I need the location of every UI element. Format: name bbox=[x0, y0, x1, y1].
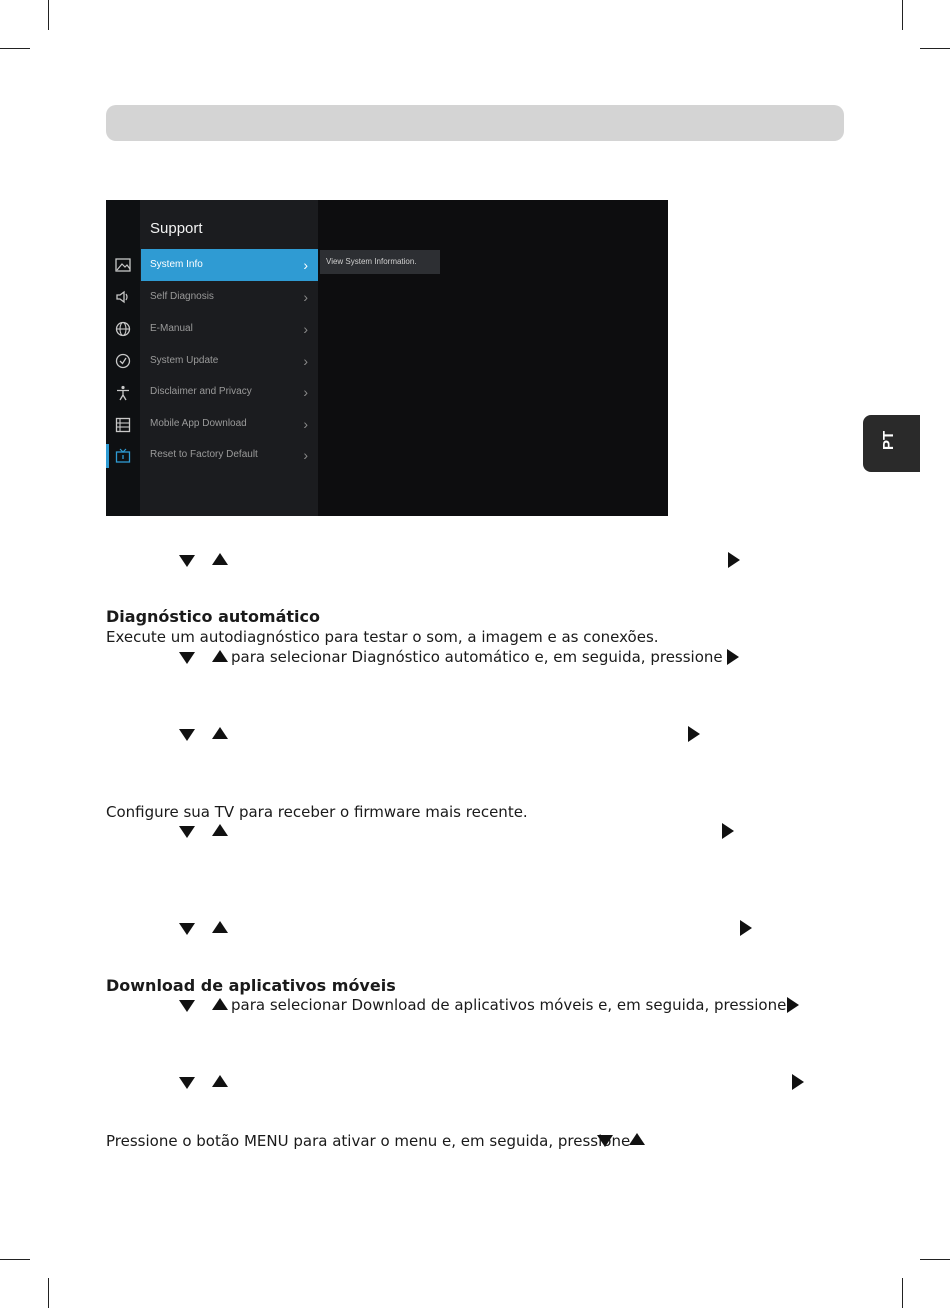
chevron-right-icon: › bbox=[303, 353, 308, 369]
down-arrow-icon bbox=[179, 652, 195, 664]
chevron-right-icon: › bbox=[303, 321, 308, 337]
language-tab-label: PT bbox=[880, 430, 897, 450]
chevron-right-icon: › bbox=[303, 447, 308, 463]
menu-item-label: Reset to Factory Default bbox=[150, 449, 258, 460]
menu-item-e-manual[interactable] bbox=[141, 313, 318, 345]
crop-mark bbox=[902, 1278, 903, 1308]
section-heading-mobile-app: Download de aplicativos móveis bbox=[106, 976, 396, 995]
down-arrow-icon bbox=[179, 1077, 195, 1089]
down-arrow-icon bbox=[179, 555, 195, 567]
picture-icon bbox=[114, 256, 132, 274]
up-arrow-icon bbox=[212, 650, 228, 662]
language-tab bbox=[863, 415, 920, 472]
section-heading-self-diagnosis: Diagnóstico automático bbox=[106, 607, 321, 626]
menu-item-system-info[interactable] bbox=[141, 249, 318, 281]
menu-item-label: Mobile App Download bbox=[150, 418, 247, 429]
chevron-right-icon: › bbox=[303, 289, 308, 305]
menu-item-label: E-Manual bbox=[150, 323, 193, 334]
down-arrow-icon bbox=[179, 729, 195, 741]
tv-support-menu-screenshot bbox=[106, 200, 668, 516]
chevron-right-icon: › bbox=[303, 257, 308, 273]
up-arrow-icon bbox=[212, 1075, 228, 1087]
crop-mark bbox=[0, 1259, 30, 1260]
step-text: Pressione o botão MENU para ativar o menu e, em seguida, pressione bbox=[106, 1132, 631, 1150]
right-arrow-icon bbox=[722, 823, 734, 839]
menu-item-label: Disclaimer and Privacy bbox=[150, 386, 252, 397]
tv-tooltip: View System Information. bbox=[320, 250, 440, 274]
chevron-right-icon: › bbox=[303, 416, 308, 432]
right-arrow-icon bbox=[787, 997, 799, 1013]
up-arrow-icon bbox=[212, 727, 228, 739]
down-arrow-icon bbox=[179, 923, 195, 935]
crop-mark bbox=[902, 0, 903, 30]
down-arrow-icon bbox=[597, 1135, 613, 1147]
menu-item-label: Self Diagnosis bbox=[150, 291, 214, 302]
crop-mark bbox=[48, 1278, 49, 1308]
right-arrow-icon bbox=[727, 649, 739, 665]
right-arrow-icon bbox=[740, 920, 752, 936]
menu-item-disclaimer-privacy[interactable] bbox=[141, 376, 318, 408]
menu-item-self-diagnosis[interactable] bbox=[141, 281, 318, 313]
tv-menu-title: Support bbox=[150, 220, 203, 237]
menu-item-system-update[interactable] bbox=[141, 345, 318, 377]
down-arrow-icon bbox=[179, 1000, 195, 1012]
section-description: Execute um autodiagnóstico para testar o som, a imagem e as conexões. bbox=[106, 628, 659, 646]
right-arrow-icon bbox=[728, 552, 740, 568]
down-arrow-icon bbox=[179, 826, 195, 838]
support-tv-icon bbox=[114, 447, 132, 465]
crop-mark bbox=[48, 0, 49, 30]
menu-item-mobile-app-download[interactable] bbox=[141, 408, 318, 440]
crop-mark bbox=[0, 48, 30, 49]
menu-item-label: System Update bbox=[150, 355, 219, 366]
crop-mark bbox=[920, 48, 950, 49]
sound-icon bbox=[114, 288, 132, 306]
right-arrow-icon bbox=[792, 1074, 804, 1090]
up-arrow-icon bbox=[629, 1133, 645, 1145]
up-arrow-icon bbox=[212, 824, 228, 836]
up-arrow-icon bbox=[212, 553, 228, 565]
menu-item-reset-factory-default[interactable] bbox=[141, 439, 318, 471]
active-section-marker bbox=[106, 444, 109, 468]
right-arrow-icon bbox=[688, 726, 700, 742]
chevron-right-icon: › bbox=[303, 384, 308, 400]
step-text: para selecionar Download de aplicativos móveis e, em seguida, pressione bbox=[231, 996, 787, 1014]
channel-list-icon bbox=[114, 416, 132, 434]
section-header-bar bbox=[106, 105, 844, 141]
up-arrow-icon bbox=[212, 998, 228, 1010]
system-icon bbox=[114, 352, 132, 370]
accessibility-icon bbox=[114, 384, 132, 402]
section-description: Configure sua TV para receber o firmware mais recente. bbox=[106, 803, 528, 821]
crop-mark bbox=[920, 1259, 950, 1260]
up-arrow-icon bbox=[212, 921, 228, 933]
step-text: para selecionar Diagnóstico automático e, em seguida, pressione bbox=[231, 648, 723, 666]
menu-item-label: System Info bbox=[150, 259, 203, 270]
network-icon bbox=[114, 320, 132, 338]
tv-icon-rail bbox=[106, 200, 140, 516]
